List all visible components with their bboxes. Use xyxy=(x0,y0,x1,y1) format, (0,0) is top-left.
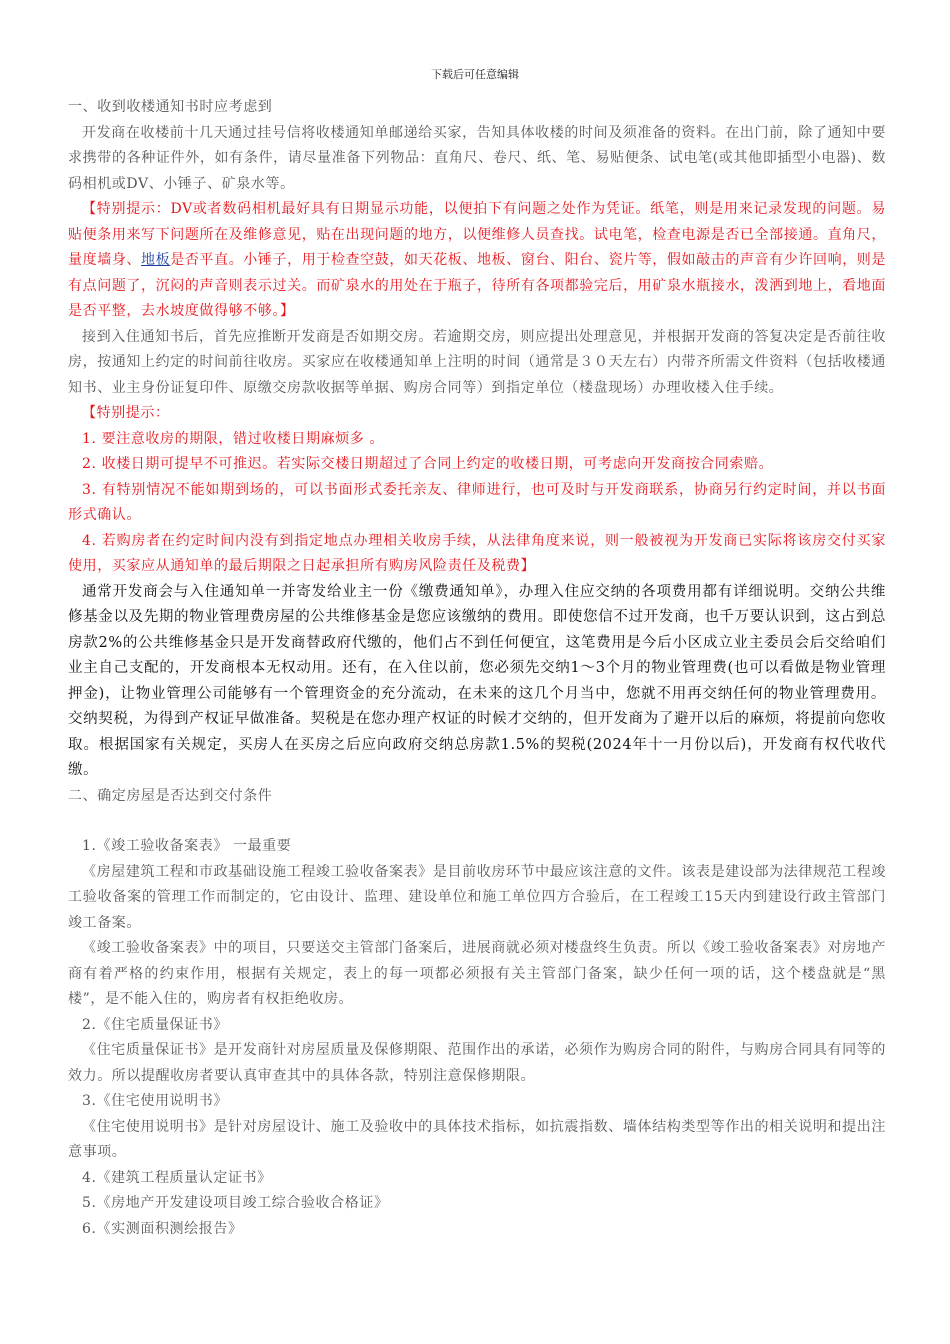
special-tip-2-heading: 【特别提示： xyxy=(82,405,170,421)
blank-line xyxy=(68,809,886,834)
section-1-paragraph-1: 开发商在收楼前十几天通过挂号信将收楼通知单邮递给买家，告知具体收楼的时间及须准备的资料。在出门前，除了通知中要求携带的各种证件外，如有条件，请尽量准备下列物品：直角尺、卷尺、纸、笔、易贴便条、试电笔(或其他即插型小电器)、数码相机或DV、小锤子、矿泉水等。 xyxy=(68,124,886,192)
item-2-paragraph: 《住宅质量保证书》是开发商针对房屋质量及保修期限、范围作出的承诺，必须作为购房合同的附件，与购房合同具有同等的效力。所以提醒收房者要认真审查其中的具体各款，特别注意保修期限。 xyxy=(68,1042,886,1084)
item-1-paragraph-1: 《房屋建筑工程和市政基础设施工程竣工验收备案表》是目前收房环节中最应该注意的文件。该表是建设部为法律规范工程竣工验收备案的管理工作而制定的，它由设计、监理、建设单位和施工单位四方合验后，在工程竣工15天内到建设行政主管部门竣工备案。 xyxy=(68,863,886,931)
item-6-title: 6.《实测面积测绘报告》 xyxy=(82,1220,243,1237)
special-tip-1-text-b: 是否平直。小锤子，用于检查空鼓，如天花板、地板、窗台、阳台、瓷片等，假如敲击的声音有少许回响，则是有点问题了，沉闷的声音则表示过关。而矿泉水的用处在于瓶子，待所有各项都验完后，用矿泉水瓶接水，泼洒到地上，看地面是否平整，去水坡度做得够不够。】 xyxy=(68,252,887,319)
page-header: 下载后可任意编辑 xyxy=(431,68,519,81)
item-3-title: 3.《住宅使用说明书》 xyxy=(82,1093,228,1109)
section-1-heading: 一、收到收楼通知书时应考虑到 xyxy=(68,99,273,115)
section-1-paragraph-3: 通常开发商会与入住通知单一并寄发给业主一份《缴费通知单》，办理入住应交纳的各项费用都有详细说明。交纳公共维修基金以及先期的物业管理费房屋的公共维修基金是您应该缴纳的费用。即使您信不过开发商，也千万要认识到，这占到总房款2%的公共维修基金只是开发商替政府代缴的，他们占不到任何便宜，这笔费用是今后小区成立业主委员会后交给咱们业主自己支配的，开发商根本无权动用。还有，在入住以前，您必须先交纳1～3个月的物业管理费(也可以看做是物业管理押金)，让物业管理公司能够有一个管理资金的充分流动，在未来的这几个月当中，您就不用再交纳任何的物业管理费用。交纳契税，为得到产权证早做准备。契税是在您办理产权证的时候才交纳的，但开发商为了避开以后的麻烦，将提前向您收取。根据国家有关规定，买房人在买房之后应向政府交纳总房款1.5%的契税(2024年十一月份以后)，开发商有权代收代缴。 xyxy=(68,583,886,778)
special-tip-2-item: 1. 要注意收房的期限，错过收楼日期麻烦多 。 xyxy=(82,430,385,447)
section-2-heading: 二、确定房屋是否达到交付条件 xyxy=(68,787,273,804)
item-3-paragraph: 《住宅使用说明书》是针对房屋设计、施工及验收中的具体技术指标，如抗震指数、墙体结构类型等作出的相关说明和提出注意事项。 xyxy=(68,1118,886,1160)
special-tip-2-item: 4. 若购房者在约定时间内没有到指定地点办理相关收房手续，从法律角度来说，则一般被视为开发商已实际将该房交付买家使用，买家应从通知单的最后期限之日起承担所有购房风险责任及税费】 xyxy=(68,532,886,574)
section-1-paragraph-2: 接到入住通知书后，首先应推断开发商是否如期交房。若逾期交房，则应提出处理意见，并根据开发商的答复决定是否前往收房，按通知上约定的时间前往收房。买家应在收楼通知单上注明的时间（通常是３０天左右）内带齐所需文件资料（包括收楼通知书、业主身份证复印件、原缴交房款收据等单据、购房合同等）到指定单位（楼盘现场）办理收楼入住手续。 xyxy=(68,328,886,396)
special-tip-2-item: 3. 有特别情况不能如期到场的，可以书面形式委托亲友、律师进行，也可及时与开发商联系，协商另行约定时间，并以书面形式确认。 xyxy=(68,481,886,523)
document-body xyxy=(68,95,886,1242)
special-tip-1-text-a: 【特别提示：DV或者数码相机最好具有日期显示功能，以便拍下有问题之处作为凭证。纸笔，则是用来记录发现的问题。易贴便条用来写下问题所在及维修意见，贴在出现问题的地方，以便维修人员查找。试电笔，检查电源是否已全部接通。直角尺，量度墙身、 xyxy=(68,201,886,268)
item-1-paragraph-2: 《竣工验收备案表》中的项目，只要送交主管部门备案后，进展商就必须对楼盘终生负责。所以《竣工验收备案表》对房地产商有着严格的约束作用，根据有关规定，表上的每一项都必须报有关主管部门备案，缺少任何一项的话，这个楼盘就是“黑楼”，是不能入住的，购房者有权拒绝收房。 xyxy=(68,940,886,1007)
special-tip-1 xyxy=(68,197,886,325)
item-2-title: 2.《住宅质量保证书》 xyxy=(82,1016,228,1033)
item-1-title: 1.《竣工验收备案表》 一最重要 xyxy=(82,838,292,854)
floor-link[interactable]: 地板 xyxy=(141,252,171,268)
item-5-title: 5.《房地产开发建设项目竣工综合验收合格证》 xyxy=(82,1195,389,1211)
special-tip-2-item: 2. 收楼日期可提早不可推迟。若实际交楼日期超过了合同上约定的收楼日期，可考虑向开发商按合同索赔。 xyxy=(82,456,774,472)
item-4-title: 4.《建筑工程质量认定证书》 xyxy=(82,1169,272,1186)
